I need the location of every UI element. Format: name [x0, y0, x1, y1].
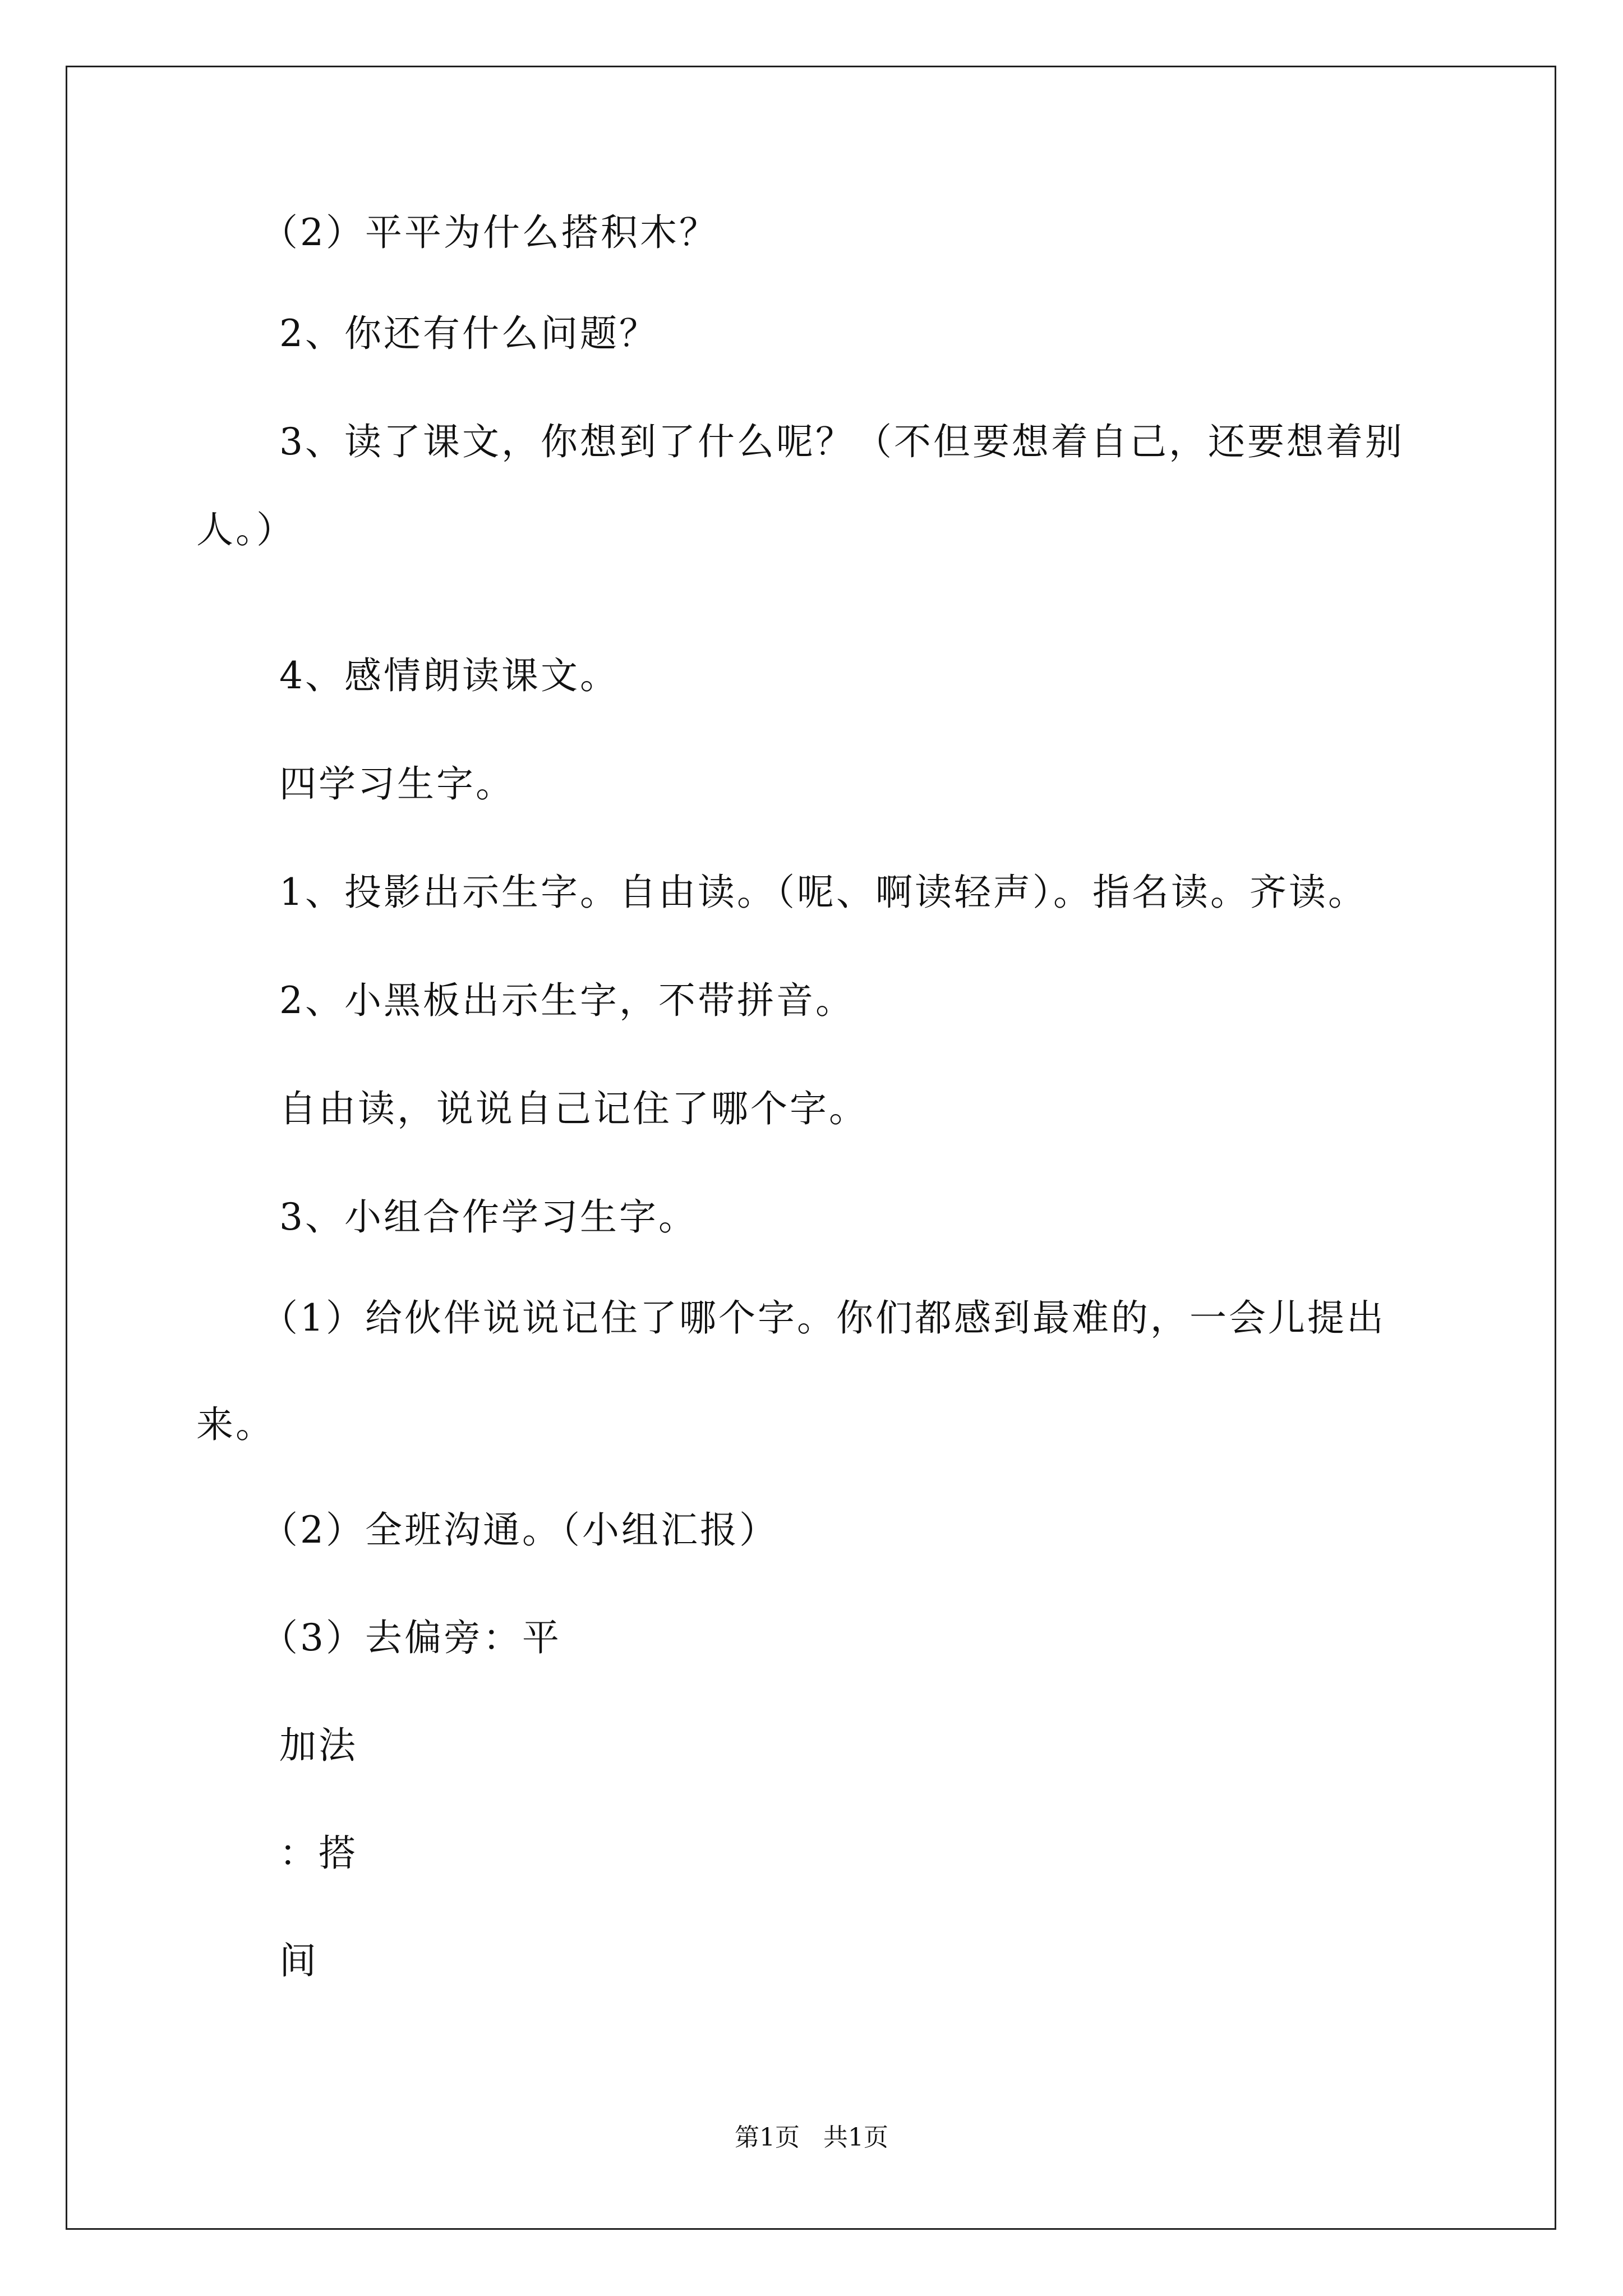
text-line-15: 加法: [279, 1724, 358, 1767]
text-line-10: 3、小组合作学习生字。: [279, 1195, 698, 1239]
text-line-12: 来。: [196, 1403, 275, 1446]
text-line-2: 2、你还有什么问题？: [279, 312, 658, 355]
page-number-footer: 第1页 共1页: [735, 2123, 888, 2152]
page-border: [66, 66, 1556, 2230]
text-line-4: 人。）: [196, 508, 296, 551]
text-line-17: 间: [279, 1939, 319, 1982]
text-line-6: 四学习生字。: [279, 762, 515, 806]
text-line-14: （3）去偏旁：平: [261, 1616, 561, 1659]
text-line-1: （2）平平为什么搭积木？: [261, 211, 718, 254]
text-line-8: 2、小黑板出示生字，不带拼音。: [279, 979, 855, 1022]
text-line-3: 3、读了课文，你想到了什么呢？（不但要想着自己，还要想着别: [279, 420, 1404, 463]
text-line-9: 自由读，说说自己记住了哪个字。: [279, 1087, 868, 1130]
text-line-5: 4、感情朗读课文。: [279, 654, 619, 697]
text-line-7: 1、投影出示生字。自由读。（呢、啊读轻声）。指名读。齐读。: [279, 871, 1367, 914]
text-line-11: （1）给伙伴说说记住了哪个字。你们都感到最难的，一会儿提出: [261, 1296, 1386, 1340]
text-line-13: （2）全班沟通。（小组汇报）: [261, 1508, 778, 1552]
text-line-16: ：搭: [279, 1832, 358, 1875]
